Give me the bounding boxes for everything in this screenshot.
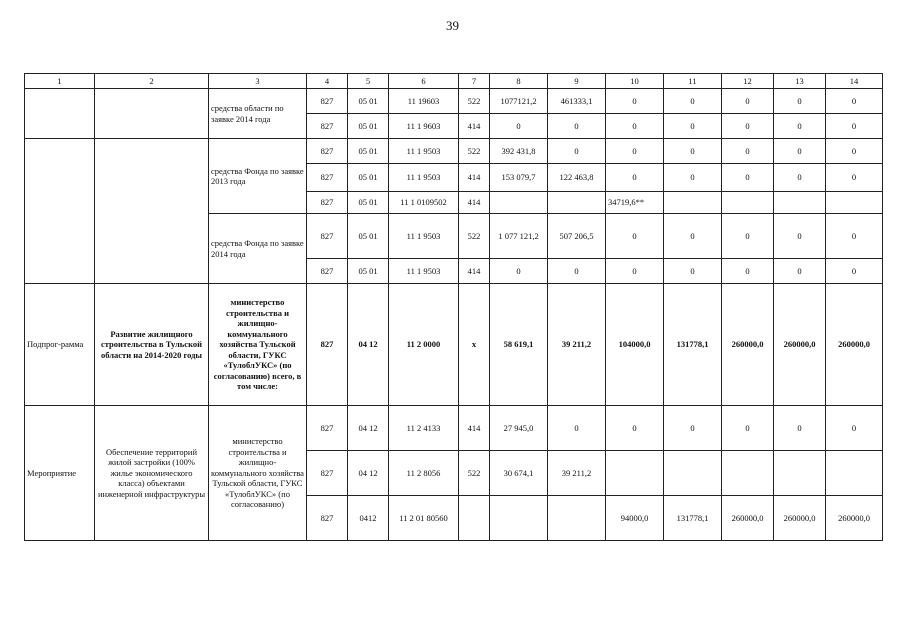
header-cell: 4	[307, 74, 348, 89]
table-cell: 0	[722, 139, 774, 164]
table-cell: 122 463,8	[548, 164, 606, 192]
header-cell: 2	[95, 74, 209, 89]
table-cell: 11 1 9503	[389, 164, 459, 192]
table-cell: 11 2 8056	[389, 451, 459, 496]
header-row	[25, 74, 883, 89]
table-cell: 05 01	[348, 214, 389, 259]
table-cell: 0	[826, 139, 883, 164]
table-cell: 0	[722, 164, 774, 192]
row-type-label: Подпрог-рамма	[25, 284, 95, 406]
table-cell: x	[459, 284, 490, 406]
table-cell: 1 077 121,2	[490, 214, 548, 259]
table-cell: 0	[826, 114, 883, 139]
executor-label: министерство строительства и жилищно-коммунального хозяйства Тульской области, ГУКС «ТулоблУКС» (по согласованию) всего, в том числе:	[209, 284, 307, 406]
table-cell: 94000,0	[606, 496, 664, 541]
table-row	[25, 406, 883, 451]
table-cell: 11 1 0109502	[389, 192, 459, 214]
table-cell: 05 01	[348, 259, 389, 284]
header-cell: 7	[459, 74, 490, 89]
table-cell: 260000,0	[774, 496, 826, 541]
table-cell: 05 01	[348, 114, 389, 139]
table-cell: 522	[459, 139, 490, 164]
row-type-label: Мероприятие	[25, 406, 95, 541]
table-cell: 827	[307, 89, 348, 114]
table-cell: 0	[548, 139, 606, 164]
header-cell: 13	[774, 74, 826, 89]
table-cell: 827	[307, 214, 348, 259]
table-cell: 11 1 9603	[389, 114, 459, 139]
table-cell: 0	[826, 406, 883, 451]
table-cell: 0	[774, 164, 826, 192]
table-cell: 522	[459, 214, 490, 259]
page-number: 39	[446, 18, 459, 33]
table-row	[25, 139, 883, 164]
table-cell	[664, 451, 722, 496]
table-cell: 0	[664, 214, 722, 259]
header-cell: 10	[606, 74, 664, 89]
table-cell: 58 619,1	[490, 284, 548, 406]
table-cell: 0	[664, 89, 722, 114]
table-cell: 0	[606, 214, 664, 259]
table-cell: 827	[307, 451, 348, 496]
table-cell: 05 01	[348, 89, 389, 114]
table-cell: 414	[459, 406, 490, 451]
empty-cell	[95, 139, 209, 284]
table-cell: 0	[722, 89, 774, 114]
table-cell: 0	[722, 259, 774, 284]
table-cell	[490, 496, 548, 541]
table-cell: 461333,1	[548, 89, 606, 114]
header-cell: 14	[826, 74, 883, 89]
table-cell: 39 211,2	[548, 451, 606, 496]
table-cell: 0	[664, 164, 722, 192]
table-cell: 11 1 9503	[389, 259, 459, 284]
header-cell: 5	[348, 74, 389, 89]
table-cell: 522	[459, 451, 490, 496]
table-cell: 0	[548, 406, 606, 451]
table-cell: 11 2 01 80560	[389, 496, 459, 541]
table-cell	[606, 451, 664, 496]
table-cell: 827	[307, 114, 348, 139]
table-cell	[490, 192, 548, 214]
table-cell	[774, 451, 826, 496]
table-cell: 1077121,2	[490, 89, 548, 114]
table-cell: 507 206,5	[548, 214, 606, 259]
table-cell: 0	[606, 406, 664, 451]
budget-table	[24, 73, 883, 541]
table-cell: 260000,0	[826, 496, 883, 541]
table-row	[25, 89, 883, 114]
table-cell: 414	[459, 192, 490, 214]
empty-cell	[25, 89, 95, 139]
table-cell: 0	[664, 139, 722, 164]
table-cell: 05 01	[348, 139, 389, 164]
header-cell: 9	[548, 74, 606, 89]
table-cell: 0	[548, 259, 606, 284]
table-cell: 827	[307, 259, 348, 284]
funding-source-label: средства Фонда по заявке 2013 года	[209, 139, 307, 214]
header-cell: 3	[209, 74, 307, 89]
table-cell: 34719,6**	[606, 192, 664, 214]
table-cell: 827	[307, 139, 348, 164]
table-cell: 05 01	[348, 164, 389, 192]
table-cell: 11 2 0000	[389, 284, 459, 406]
table-cell: 153 079,7	[490, 164, 548, 192]
table-cell: 0	[826, 259, 883, 284]
table-cell: 0	[774, 406, 826, 451]
table-cell: 260000,0	[722, 496, 774, 541]
funding-source-label: средства Фонда по заявке 2014 года	[209, 214, 307, 284]
table-cell: 392 431,8	[490, 139, 548, 164]
table-cell: 05 01	[348, 192, 389, 214]
table-cell: 0	[664, 259, 722, 284]
table-cell: 04 12	[348, 451, 389, 496]
table-cell: 0	[606, 89, 664, 114]
table-cell	[548, 496, 606, 541]
table-cell: 0	[722, 114, 774, 139]
header-cell: 1	[25, 74, 95, 89]
subprogram-name: Развитие жилищного строительства в Тульской области на 2014-2020 годы	[95, 284, 209, 406]
table-cell: 11 1 9503	[389, 214, 459, 259]
table-cell: 827	[307, 496, 348, 541]
table-cell: 39 211,2	[548, 284, 606, 406]
header-cell: 8	[490, 74, 548, 89]
table-cell: 0	[774, 114, 826, 139]
table-cell	[826, 451, 883, 496]
table-cell: 0412	[348, 496, 389, 541]
table-cell	[826, 192, 883, 214]
table-cell: 260000,0	[722, 284, 774, 406]
table-cell: 0	[548, 114, 606, 139]
table-cell: 0	[606, 259, 664, 284]
table-cell: 0	[490, 259, 548, 284]
table-cell	[459, 496, 490, 541]
table-cell: 260000,0	[826, 284, 883, 406]
table-cell	[722, 192, 774, 214]
table-cell: 0	[606, 139, 664, 164]
executor-label: министерство строительства и жилищно-коммунального хозяйства Тульской области, ГУКС «ТулоблУКС» (по согласованию)	[209, 406, 307, 541]
table-cell: 27 945,0	[490, 406, 548, 451]
funding-source-label: средства области по заявке 2014 года	[209, 89, 307, 139]
table-cell: 131778,1	[664, 496, 722, 541]
table-cell: 0	[826, 164, 883, 192]
table-cell: 30 674,1	[490, 451, 548, 496]
table-cell: 0	[664, 114, 722, 139]
table-cell: 0	[606, 164, 664, 192]
table-cell	[548, 192, 606, 214]
table-cell: 04 12	[348, 406, 389, 451]
table-cell: 11 19603	[389, 89, 459, 114]
table-cell: 414	[459, 164, 490, 192]
table-cell: 0	[774, 214, 826, 259]
table-cell	[774, 192, 826, 214]
table-cell: 414	[459, 259, 490, 284]
table-cell: 414	[459, 114, 490, 139]
table-cell	[722, 451, 774, 496]
table-cell: 0	[722, 406, 774, 451]
header-cell: 6	[389, 74, 459, 89]
table-cell: 0	[826, 214, 883, 259]
table-cell: 522	[459, 89, 490, 114]
empty-cell	[25, 139, 95, 284]
table-cell	[664, 192, 722, 214]
table-cell: 0	[490, 114, 548, 139]
table-cell: 0	[826, 89, 883, 114]
table-row	[25, 284, 883, 406]
empty-cell	[95, 89, 209, 139]
table-cell: 11 2 4133	[389, 406, 459, 451]
table-cell: 0	[774, 259, 826, 284]
table-cell: 131778,1	[664, 284, 722, 406]
table-cell: 04 12	[348, 284, 389, 406]
header-cell: 12	[722, 74, 774, 89]
table-cell: 827	[307, 284, 348, 406]
measure-name: Обеспечение территорий жилой застройки (100% жилье экономического класса) объектами инженерной инфраструктуры	[95, 406, 209, 541]
table-cell: 0	[774, 139, 826, 164]
table-cell: 0	[722, 214, 774, 259]
table-cell: 0	[606, 114, 664, 139]
table-cell: 104000,0	[606, 284, 664, 406]
table-cell: 11 1 9503	[389, 139, 459, 164]
table-cell: 827	[307, 192, 348, 214]
table-cell: 260000,0	[774, 284, 826, 406]
table-cell: 827	[307, 406, 348, 451]
table-cell: 0	[664, 406, 722, 451]
table-cell: 827	[307, 164, 348, 192]
table-cell: 0	[774, 89, 826, 114]
header-cell: 11	[664, 74, 722, 89]
